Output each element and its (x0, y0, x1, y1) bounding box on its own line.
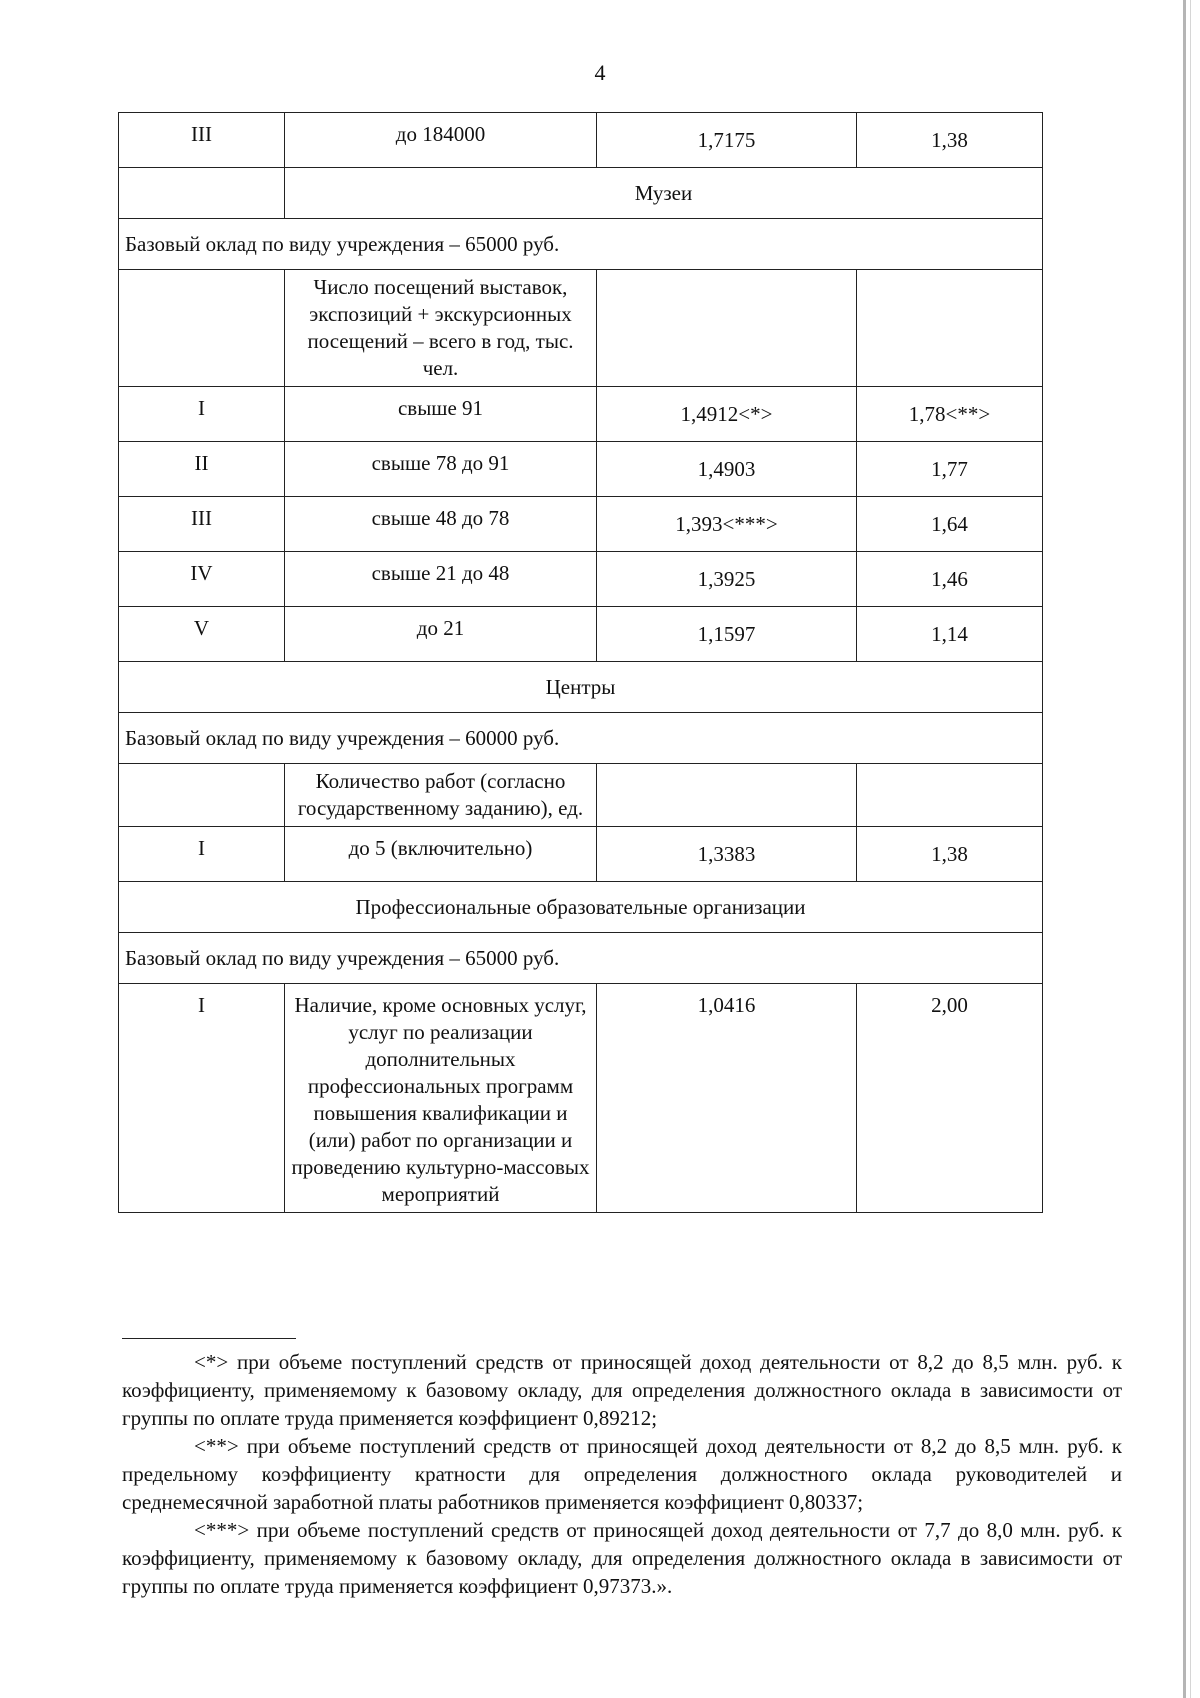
empty-cell (857, 764, 1043, 827)
group-cell: IV (119, 552, 285, 607)
table-row (119, 113, 1043, 168)
criterion-header-row (119, 270, 1043, 387)
base-salary-row (119, 219, 1043, 270)
table-row (119, 442, 1043, 497)
scan-edge-line-light (1190, 0, 1191, 1698)
table-row (119, 552, 1043, 607)
coef-cell: 1,393<***> (597, 497, 857, 552)
mult-cell: 1,38 (857, 113, 1043, 168)
criterion-cell: свыше 21 до 48 (285, 552, 597, 607)
group-cell: III (119, 497, 285, 552)
section-row (119, 662, 1043, 713)
empty-cell (857, 270, 1043, 387)
coef-cell: 1,3383 (597, 827, 857, 882)
mult-cell: 1,77 (857, 442, 1043, 497)
criterion-cell: до 21 (285, 607, 597, 662)
criterion-cell: Наличие, кроме основных услуг, услуг по реализации дополнительных профессиональных программ повышения квалификации и (или) работ по организации и проведению культурно-массовых мероприятий (285, 984, 597, 1213)
table-row (119, 984, 1043, 1213)
coef-cell: 1,0416 (597, 984, 857, 1213)
footnotes (122, 1348, 1122, 1600)
section-row (119, 882, 1043, 933)
coef-cell: 1,1597 (597, 607, 857, 662)
coef-cell: 1,3925 (597, 552, 857, 607)
group-cell: II (119, 442, 285, 497)
mult-cell: 1,38 (857, 827, 1043, 882)
footnote-1: <*> при объеме поступлений средств от приносящей доход деятельности от 8,2 до 8,5 млн. руб. к коэффициенту, применяемому к базовому окладу, для определения должностного оклада в зависимости от группы по оплате труда применяется коэффициент 0,89212; (122, 1350, 1122, 1430)
base-salary-centers: Базовый оклад по виду учреждения – 60000 руб. (119, 713, 1043, 764)
criterion-cell: свыше 78 до 91 (285, 442, 597, 497)
base-salary-row (119, 713, 1043, 764)
mult-cell: 1,14 (857, 607, 1043, 662)
group-cell: I (119, 984, 285, 1213)
mult-cell: 1,64 (857, 497, 1043, 552)
empty-cell (119, 168, 285, 219)
table-row (119, 607, 1043, 662)
coef-cell: 1,4912<*> (597, 387, 857, 442)
group-cell: I (119, 827, 285, 882)
section-row (119, 168, 1043, 219)
footnote-separator (122, 1338, 296, 1339)
coef-cell: 1,7175 (597, 113, 857, 168)
coef-cell: 1,4903 (597, 442, 857, 497)
group-cell: III (119, 113, 285, 168)
section-title-prof: Профессиональные образовательные организации (119, 882, 1043, 933)
centers-criterion-header: Количество работ (согласно государственному заданию), ед. (285, 764, 597, 827)
table-row (119, 387, 1043, 442)
museums-criterion-header: Число посещений выставок, экспозиций + экскурсионных посещений – всего в год, тыс. чел. (285, 270, 597, 387)
table-row (119, 827, 1043, 882)
base-salary-prof: Базовый оклад по виду учреждения – 65000 руб. (119, 933, 1043, 984)
footnote-2: <**> при объеме поступлений средств от приносящей доход деятельности от 8,2 до 8,5 млн. руб. к предельному коэффициенту кратности для определения должностного оклада руководителей и среднемесячной заработной платы работников применяется коэффициент 0,80337; (122, 1434, 1122, 1514)
empty-cell (597, 270, 857, 387)
footnote-3: <***> при объеме поступлений средств от приносящей доход деятельности от 7,7 до 8,0 млн. руб. к коэффициенту, применяемому к базовому окладу, для определения должностного оклада в зависимости от группы по оплате труда применяется коэффициент 0,97373.». (122, 1518, 1122, 1598)
section-title-museums: Музеи (285, 168, 1043, 219)
table-row (119, 497, 1043, 552)
base-salary-row (119, 933, 1043, 984)
criterion-cell: свыше 48 до 78 (285, 497, 597, 552)
mult-cell: 1,78<**> (857, 387, 1043, 442)
page-number: 4 (594, 60, 606, 85)
coefficients-table (118, 112, 1043, 1213)
empty-cell (597, 764, 857, 827)
base-salary-museums: Базовый оклад по виду учреждения – 65000 руб. (119, 219, 1043, 270)
scan-edge-line (1183, 0, 1186, 1698)
criterion-cell: до 5 (включительно) (285, 827, 597, 882)
criterion-header-row (119, 764, 1043, 827)
empty-cell (119, 270, 285, 387)
empty-cell (119, 764, 285, 827)
mult-cell: 1,46 (857, 552, 1043, 607)
group-cell: V (119, 607, 285, 662)
group-cell: I (119, 387, 285, 442)
mult-cell: 2,00 (857, 984, 1043, 1213)
section-title-centers: Центры (119, 662, 1043, 713)
criterion-cell: до 184000 (285, 113, 597, 168)
criterion-cell: свыше 91 (285, 387, 597, 442)
